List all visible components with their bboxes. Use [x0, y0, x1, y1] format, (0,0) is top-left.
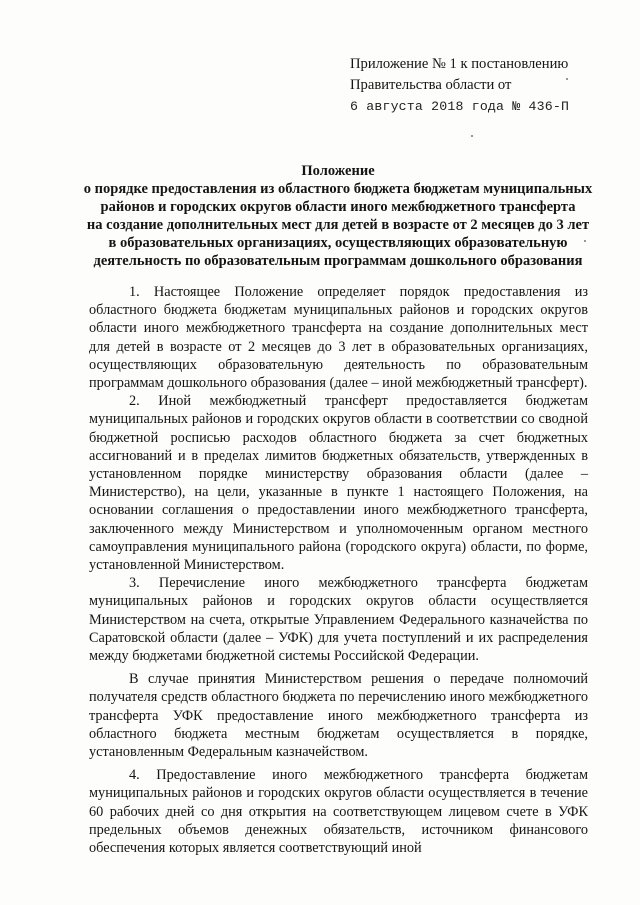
attachment-header-line-2: Правительства области от — [350, 77, 512, 93]
paragraph-2: 2. Иной межбюджетный трансферт предоставляется бюджетам муниципальных районов и городских округов области в соответствии со сводной бюджетной росписью расходов областного бюджета за счет бюджетных ассигнований и в пределах лимитов бюджетных обязательств, утвержденных в установленном порядке министерству образования области (далее – Министерство), на цели, указанные в пункте 1 настоящего Положения, на основании соглашения о предоставлении иного межбюджетного трансферта, заключенного между Министерством и уполномоченным органом местного самоуправления муниципального района (городского округа) области, по форме, установленной Министерством. — [89, 393, 588, 574]
document-body — [89, 283, 588, 857]
title-line-2: о порядке предоставления из областного бюджета бюджетам муниципальных — [83, 181, 593, 197]
scan-speck — [471, 135, 473, 137]
title-line-1: Положение — [301, 163, 375, 179]
paragraph-4: 4. Предоставление иного межбюджетного трансферта бюджетам муниципальных районов и городских округов области осуществляется в течение 60 рабочих дней со дня открытия на соответствующем лицевом счете в УФК предельных объемов денежных обязательств, источником финансового обеспечения которых является соответствующий иной — [89, 767, 588, 857]
title-line-5: в образовательных организациях, осуществляющих образовательную — [108, 235, 568, 251]
attachment-header — [350, 54, 610, 117]
title-line-4: на создание дополнительных мест для детей в возрасте от 2 месяцев до 3 лет — [86, 217, 590, 233]
paragraph-1: 1. Настоящее Положение определяет порядок предоставления из областного бюджета бюджетам муниципальных районов и городских округов области иного межбюджетного трансферта на создание дополнительных мест для детей в возрасте от 2 месяцев до 3 лет в образовательных организациях, осуществляющих образовательную деятельность по образовательным программам дошкольного образования (далее – иной межбюджетный трансферт). — [89, 284, 588, 392]
title-line-6: деятельность по образовательным программам дошкольного образования — [93, 253, 583, 269]
attachment-header-line-1: Приложение № 1 к постановлению — [350, 56, 569, 72]
scan-speck — [566, 78, 568, 80]
decree-date-stamp: 6 августа 2018 года № 436-П — [350, 99, 570, 114]
scan-speck — [584, 240, 586, 242]
document-title — [78, 162, 598, 270]
paragraph-3-continuation: В случае принятия Министерством решения о передаче полномочий получателя средств областного бюджета по перечислению иного межбюджетного трансферта УФК предоставление иного межбюджетного трансферта из областного бюджета местным бюджетам осуществляется в порядке, установленным Федеральным казначейством. — [89, 671, 588, 761]
paragraph-3: 3. Перечисление иного межбюджетного трансферта бюджетам муниципальных районов и городских округов области осуществляется Министерством на счета, открытые Управлением Федерального казначейства по Саратовской области (далее – УФК) для учета поступлений и их распределения между бюджетами бюджетной системы Российской Федерации. — [89, 575, 588, 665]
title-line-3: районов и городских округов области иного межбюджетного трансферта — [100, 199, 576, 215]
